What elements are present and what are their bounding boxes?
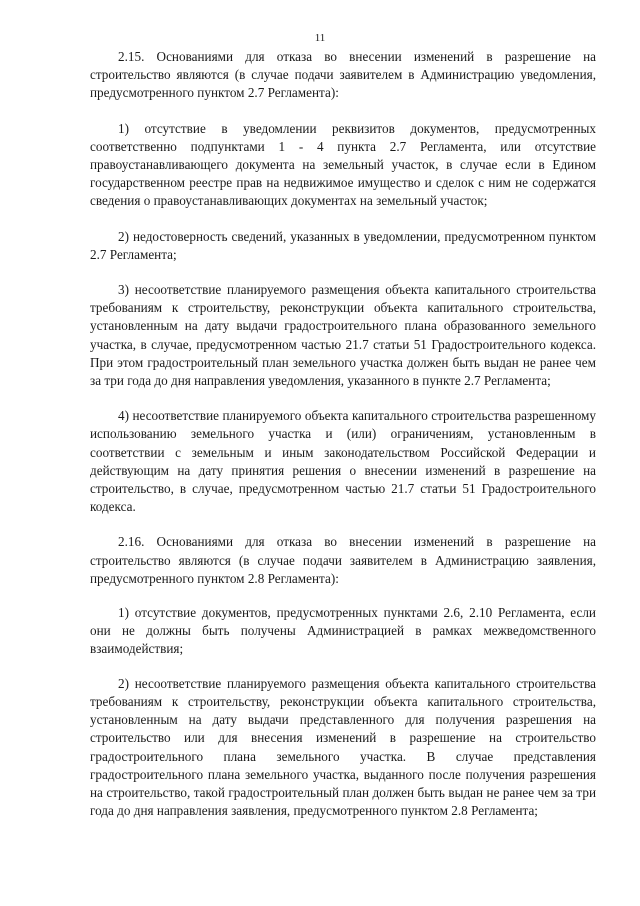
page-number: 11: [314, 32, 326, 44]
paragraph-2-16-item-1: 1) отсутствие документов, предусмотренных пунктами 2.6, 2.10 Регламента, если они не должны быть получены Администрацией в рамках межведомственного взаимодействия;: [90, 605, 596, 657]
paragraph-2-15-item-1: 1) отсутствие в уведомлении реквизитов документов, предусмотренных соответственно подпунктами 1 - 4 пункта 2.7 Регламента, или отсутствие правоустанавливающего документа на земельный участок, в случае если в Едином государственном реестре прав на недвижимое имущество и сделок с ним не содержатся сведения о правоустанавливающих документах на земельный участок;: [90, 120, 596, 209]
paragraph-2-15: 2.15. Основаниями для отказа во внесении изменений в разрешение на строительство являются (в случае подачи заявителем в Администрацию уведомления, предусмотренного пунктом 2.7 Регламента):: [90, 49, 596, 101]
document-body: [90, 48, 596, 820]
paragraph-2-15-item-4: 4) несоответствие планируемого объекта капитального строительства разрешенному использованию земельного участка и (или) ограничениям, установленным в соответствии с земельным и иным законодательством Российской Федерации и действующим на дату принятия решения о внесении изменений в разрешение на строительство, в случае, предусмотренном частью 21.7 статьи 51 Градостроительного кодекса.: [90, 408, 596, 515]
paragraph-2-15-item-2: 2) недостоверность сведений, указанных в уведомлении, предусмотренном пунктом 2.7 Регламента;: [90, 228, 596, 262]
paragraph-2-16-item-2: 2) несоответствие планируемого размещения объекта капитального строительства требованиям к строительству, реконструкции объекта капитального строительства, установленным на дату выдачи представленного для получения разрешения на строительство или для внесения изменений в разрешение на строительство градостроительного плана земельного участка. В случае представления градостроительного плана земельного участка, выданного после получения разрешения на строительство, такой градостроительный план должен быть выдан не ранее чем за три года до дня направления заявления, предусмотренного пунктом 2.8 Регламента;: [90, 675, 596, 819]
paragraph-2-15-item-3: 3) несоответствие планируемого размещения объекта капитального строительства требованиям к строительству, реконструкции объекта капитального строительства, установленным на дату выдачи градостроительного плана образованного земельного участка, в случае, предусмотренном частью 21.7 статьи 51 Градостроительного кодекса. При этом градостроительный план земельного участка должен быть выдан не ранее чем за три года до дня направления уведомления, указанного в пункте 2.7 Регламента;: [90, 282, 596, 389]
paragraph-2-16: 2.16. Основаниями для отказа во внесении изменений в разрешение на строительство являются (в случае подачи заявителем в Администрацию заявления, предусмотренного пунктом 2.8 Регламента):: [90, 534, 596, 586]
